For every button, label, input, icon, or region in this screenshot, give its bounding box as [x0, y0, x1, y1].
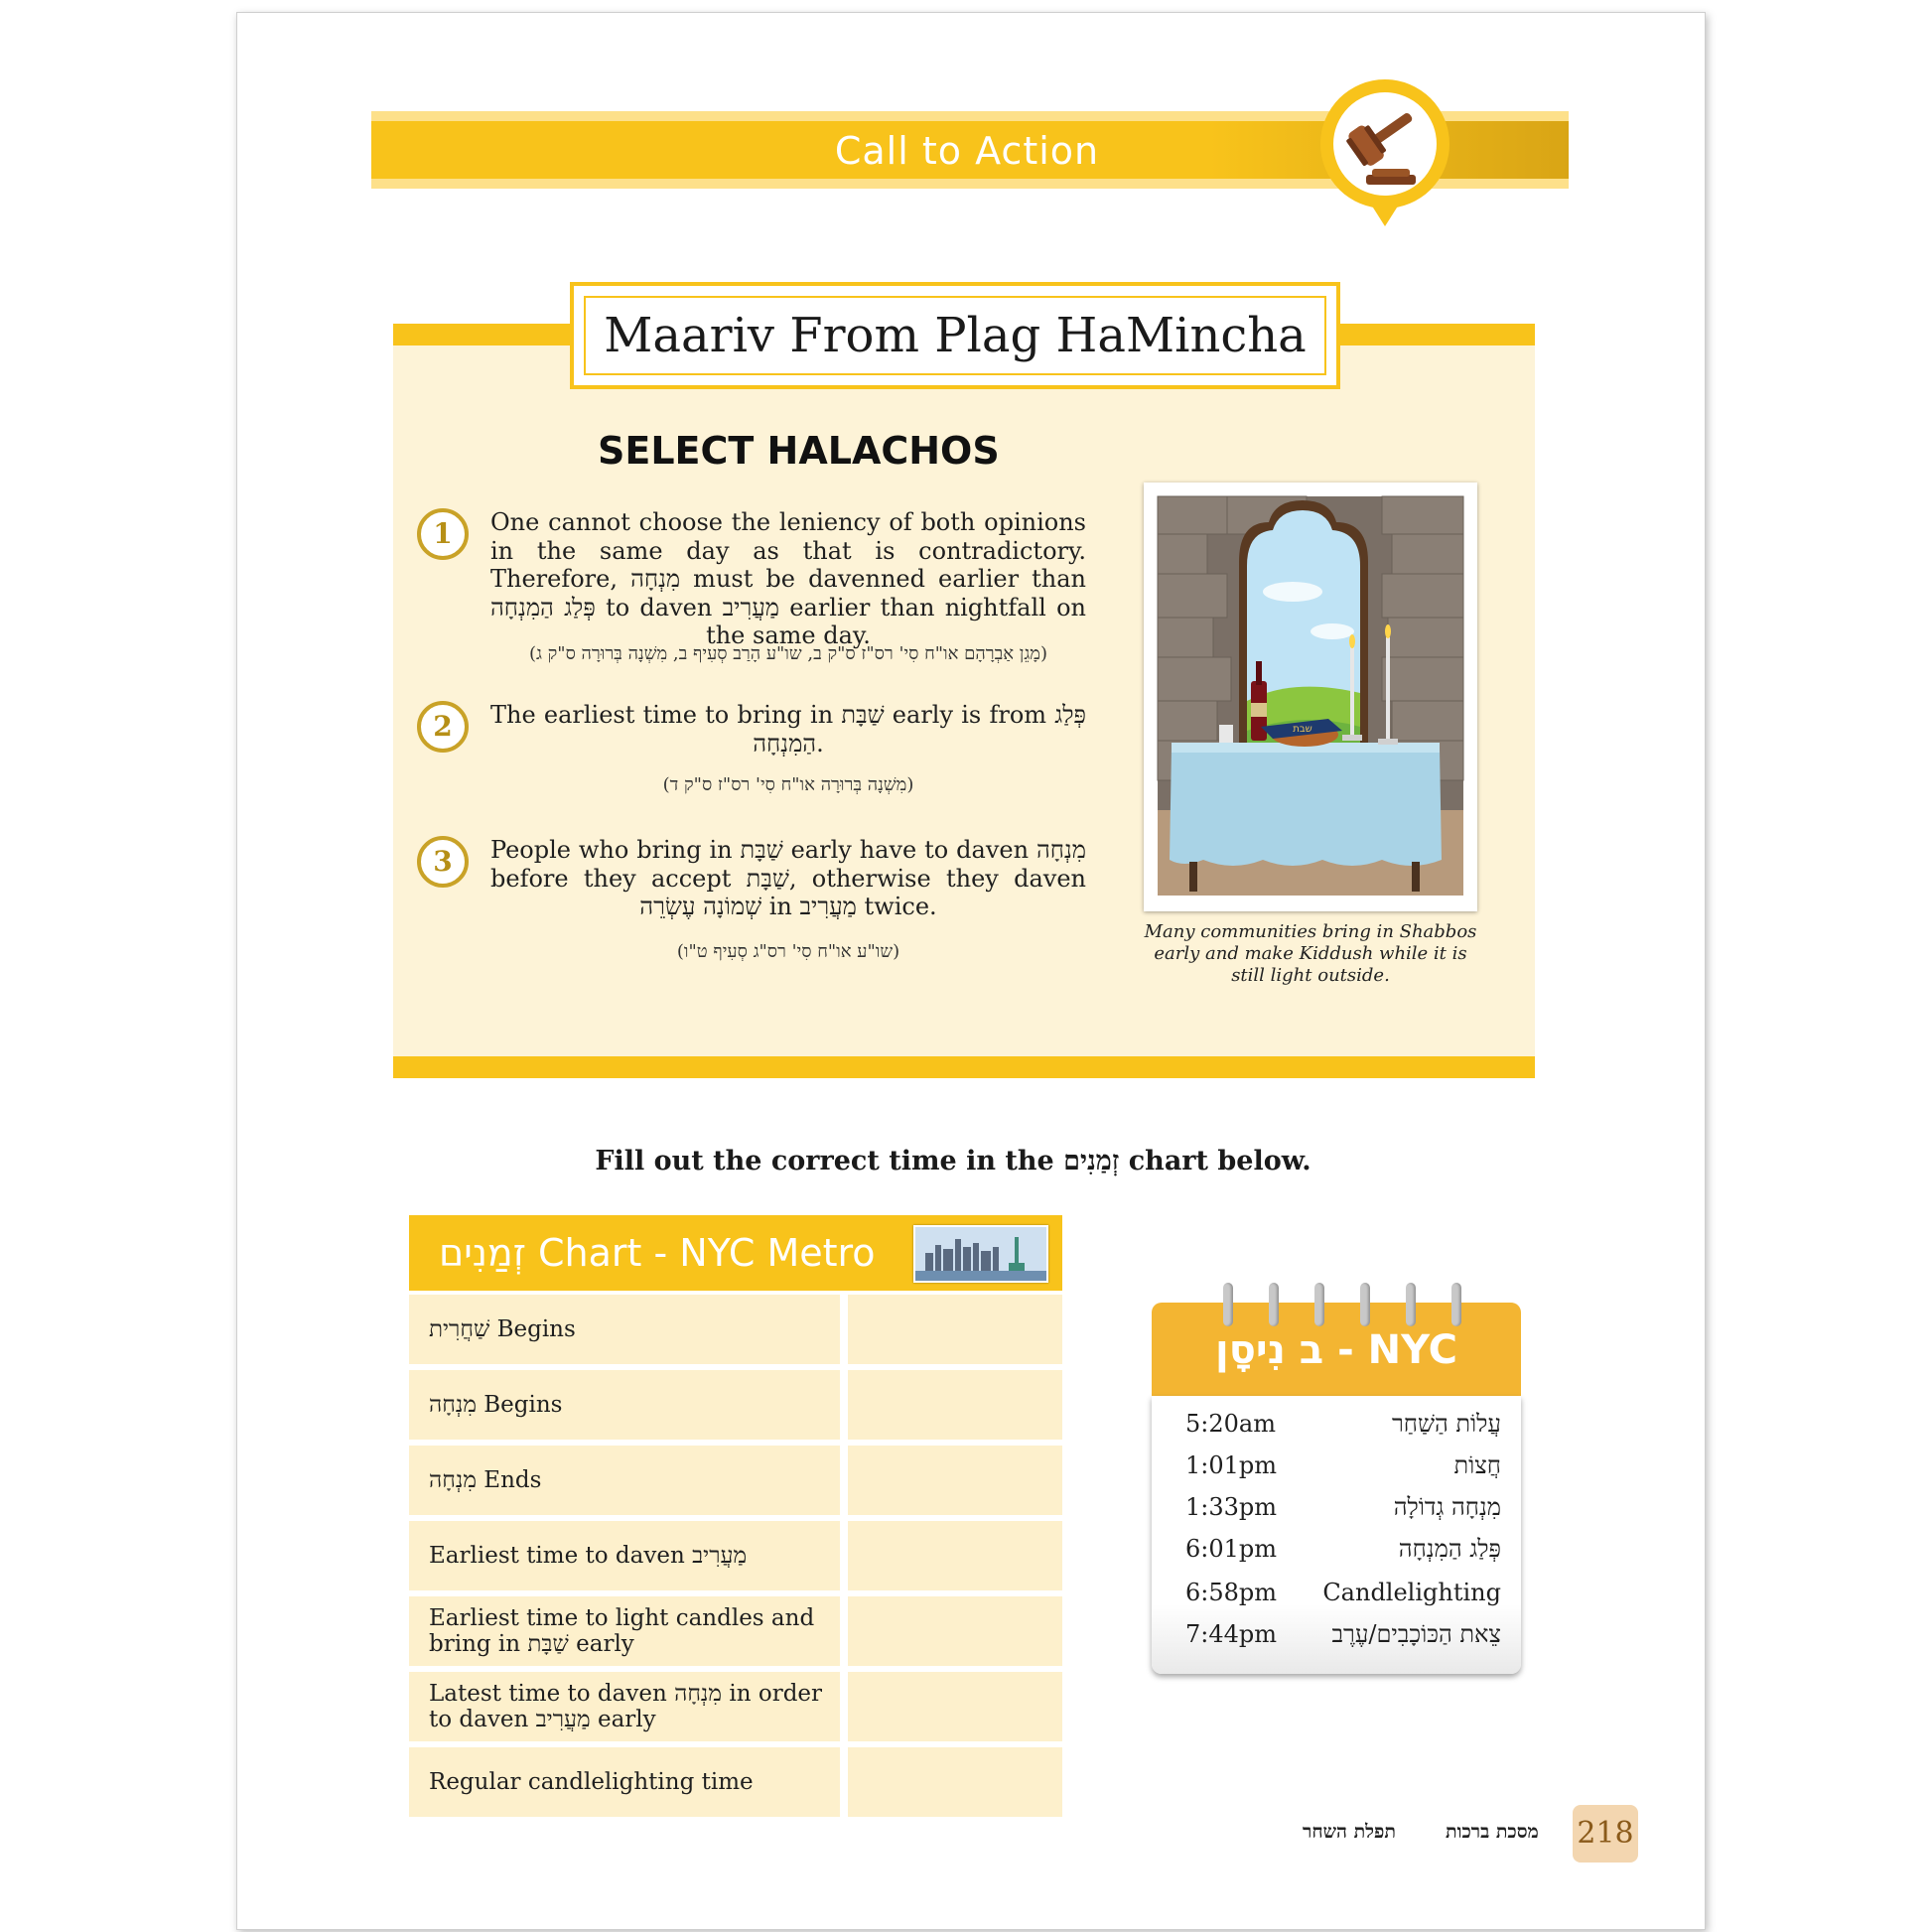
binder-ring-icon [1360, 1283, 1370, 1326]
time-entry-cell[interactable] [848, 1596, 1062, 1666]
zmanim-row [409, 1747, 1062, 1817]
zmanim-calendar [1152, 1303, 1521, 1674]
binder-ring-icon [1314, 1283, 1324, 1326]
zmanim-row-label: Earliest time to daven מַעֲרִיב [429, 1543, 748, 1569]
calendar-row [1185, 1579, 1501, 1618]
zmanim-row-label: Regular candlelighting time [429, 1769, 754, 1795]
binder-ring-icon [1406, 1283, 1416, 1326]
item-number: 1 [417, 508, 469, 560]
footer-chapter: תפלת השחר [1303, 1821, 1396, 1843]
zmanim-row [409, 1596, 1062, 1666]
calendar-row [1185, 1493, 1501, 1533]
zmanim-row [409, 1521, 1062, 1590]
gavel-badge [1320, 79, 1449, 208]
calendar-row [1185, 1620, 1501, 1660]
calendar-title: ב נִיסָן - NYC [1215, 1327, 1457, 1373]
select-halachos-heading: SELECT HALACHOS [598, 429, 1000, 473]
calendar-header [1152, 1303, 1521, 1396]
zmanim-row [409, 1446, 1062, 1515]
zman-time: 6:01pm [1185, 1535, 1278, 1563]
binder-ring-icon [1223, 1283, 1233, 1326]
zmanim-chart-header [409, 1215, 1062, 1291]
chart-instruction: Fill out the correct time in the זְמַנִים chart below. [595, 1146, 1311, 1176]
binder-ring-icon [1269, 1283, 1279, 1326]
gavel-icon [1320, 79, 1449, 208]
binder-ring-icon [1451, 1283, 1461, 1326]
zman-name: Candlelighting [1322, 1579, 1501, 1606]
time-entry-cell[interactable] [848, 1672, 1062, 1741]
halacha-source: (שו"ע או"ח סִי' רס"ג סְעִיף ט"ו) [676, 941, 900, 962]
zman-name: צֵאת הַכּוֹכָבִים/עֶרֶב [1331, 1620, 1501, 1648]
time-entry-cell[interactable] [848, 1521, 1062, 1590]
zmanim-row-label: מִנְחָה Begins [429, 1392, 563, 1418]
challah-cover-label: שבת [1293, 724, 1312, 735]
zmanim-chart-title: זְמַנִים Chart - NYC Metro [439, 1231, 876, 1275]
time-entry-cell[interactable] [848, 1446, 1062, 1515]
zmanim-row [409, 1295, 1062, 1364]
zman-time: 1:33pm [1185, 1493, 1278, 1521]
section-title-box [570, 282, 1340, 389]
page-number: 218 [1573, 1805, 1638, 1863]
time-entry-cell[interactable] [848, 1295, 1062, 1364]
item-number: 2 [417, 701, 469, 753]
halacha-text: The earliest time to bring in שַׁבָּת early is from פְּלַג הַמִנְחָה. [490, 701, 1086, 758]
calendar-body [1152, 1396, 1521, 1674]
section-title: Maariv From Plag HaMincha [604, 308, 1307, 363]
time-entry-cell[interactable] [848, 1747, 1062, 1817]
illustration-caption: Many communities bring in Shabbos early and make Kiddush while it is still light outside. [1144, 921, 1477, 986]
zman-name: עֲלוֹת הַשַׁחַר [1391, 1410, 1501, 1438]
zman-time: 6:58pm [1185, 1579, 1278, 1606]
halacha-source: (מָגֵן אַבְרָהָם או"ח סִי' רס"ז ס"ק ב, שו"ע הָרַב סְעִיף ב, מִשְׁנָה בְּרוּרָה ס"ק ג) [528, 643, 1047, 664]
zman-name: מִנְחָה גְדוֹלָה [1393, 1493, 1501, 1521]
calendar-row [1185, 1535, 1501, 1575]
zman-time: 5:20am [1185, 1410, 1276, 1438]
calendar-row [1185, 1451, 1501, 1491]
banner-title: Call to Action [834, 129, 1100, 173]
zmanim-row-label: Earliest time to light candles and bring in שַׁבָּת early [429, 1605, 815, 1657]
zman-time: 7:44pm [1185, 1620, 1278, 1648]
zmanim-row [409, 1370, 1062, 1440]
zmanim-row-label: שַׁחֲרִית Begins [429, 1316, 576, 1342]
zmanim-row [409, 1672, 1062, 1741]
shabbos-table-illustration [1144, 483, 1477, 911]
zman-name: חֲצוֹת [1453, 1451, 1501, 1479]
halacha-text: One cannot choose the leniency of both opinions in the same day as that is contradictory. Therefore, מִנְחָה must be davenned earlier than פְּלַג הַמִנְחָה to daven מַעֲרִיב earlier than nightfall on the same day. [490, 508, 1087, 649]
halacha-text: People who bring in שַׁבָּת early have to daven מִנְחָה before they accept שַׁבָּת, otherwise they daven שְׁמוֹנָה עֶשְׂרֵה in מַעֲרִיב twice. [490, 836, 1086, 920]
nyc-skyline-image [913, 1225, 1048, 1283]
zmanim-row-label: מִנְחָה Ends [429, 1467, 542, 1493]
item-number: 3 [417, 836, 469, 888]
footer-tractate: מסכת ברכות [1446, 1821, 1539, 1843]
halacha-source: (מִשְׁנָה בְּרוּרָה או"ח סִי' רס"ז ס"ק ד) [662, 774, 914, 795]
calendar-row [1185, 1410, 1501, 1449]
zman-time: 1:01pm [1185, 1451, 1278, 1479]
zmanim-row-label: Latest time to daven מִנְחָה in order to daven מַעֲרִיב early [429, 1681, 823, 1732]
zman-name: פְּלַג הַמִנְחָה [1398, 1535, 1501, 1563]
time-entry-cell[interactable] [848, 1370, 1062, 1440]
